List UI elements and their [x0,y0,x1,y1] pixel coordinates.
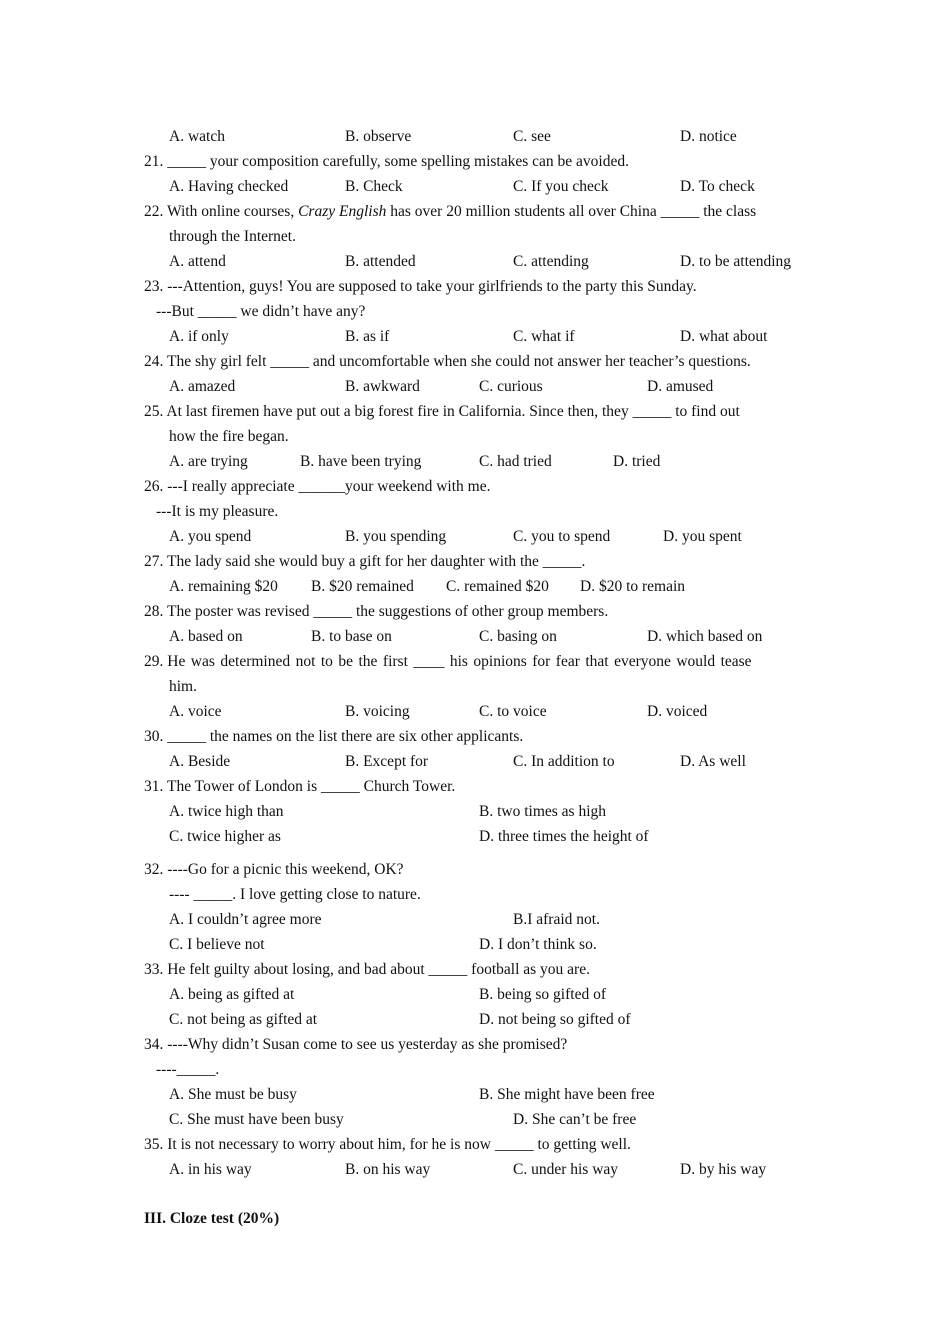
q22-stem-line2: through the Internet. [169,228,296,245]
q29-number: 29. [144,653,164,670]
q33-options-row2 [144,1007,806,1032]
q28-stem [144,599,806,624]
q28-number: 28. [144,603,164,620]
q31-option-d: D. three times the height of [479,828,649,845]
q22-number: 22. [144,203,164,220]
q33-option-c: C. not being as gifted at [169,1011,318,1028]
q21-options [144,174,806,199]
q23-option-c: C. what if [513,328,575,345]
q29-stem [144,649,806,674]
q28-option-b: B. to base on [311,628,392,645]
q20-option-c: C. see [513,128,551,145]
q23-options [144,324,806,349]
q22-text-post: has over 20 million students all over China _____ the class [390,203,757,220]
q35-option-c: C. under his way [513,1161,619,1178]
q27-options [144,574,806,599]
q32-stem [144,857,806,882]
q23-stem [144,274,806,299]
q33-option-a: A. being as gifted at [169,986,295,1003]
q29-option-a: A. voice [169,703,222,720]
q26-option-b: B. you spending [345,528,447,545]
q32-option-c: C. I believe not [169,936,265,953]
q33-option-b: B. being so gifted of [479,986,606,1003]
q29-options [144,699,806,724]
q27-option-c: C. remained $20 [446,578,549,595]
q22-option-d: D. to be attending [680,253,792,270]
q32-number: 32. [144,861,164,878]
q28-option-d: D. which based on [647,628,763,645]
q21-number: 21. [144,153,164,170]
q30-number: 30. [144,728,164,745]
q29-option-c: C. to voice [479,703,547,720]
q33-options-row1 [144,982,806,1007]
q34-stem-line2: ----_____. [156,1061,220,1078]
q35-text: It is not necessary to worry about him, for he is now _____ to getting well. [167,1136,631,1153]
q26-option-a: A. you spend [169,528,252,545]
q26-option-d: D. you spent [663,528,742,545]
q32-options-row2 [144,932,806,957]
q32-options-row1 [144,907,806,932]
q31-options-row1 [144,799,806,824]
q21-option-b: B. Check [345,178,403,195]
q24-text: The shy girl felt _____ and uncomfortable when she could not answer her teacher’s questions. [166,353,751,370]
q24-option-c: C. curious [479,378,543,395]
q34-number: 34. [144,1036,164,1053]
q24-option-b: B. awkward [345,378,420,395]
q34-option-b: B. She might have been free [479,1086,655,1103]
q31-number: 31. [144,778,164,795]
q26-options [144,524,806,549]
q28-text: The poster was revised _____ the suggestions of other group members. [166,603,609,620]
q33-option-d: D. not being so gifted of [479,1011,631,1028]
question-list [144,124,806,1231]
q25-stem-line2: how the fire began. [169,428,289,445]
q23-option-d: D. what about [680,328,768,345]
q31-text: The Tower of London is _____ Church Tower. [166,778,456,795]
q26-stem [144,474,806,499]
q31-option-c: C. twice higher as [169,828,281,845]
q29-option-b: B. voicing [345,703,410,720]
q33-text: He felt guilty about losing, and bad about _____ football as you are. [167,961,590,978]
q35-option-b: B. on his way [345,1161,431,1178]
q25-option-c: C. had tried [479,453,552,470]
q33-number: 33. [144,961,164,978]
q22-option-a: A. attend [169,253,226,270]
q24-option-a: A. amazed [169,378,236,395]
q35-stem [144,1132,806,1157]
q27-option-a: A. remaining $20 [169,578,278,595]
q30-option-c: C. In addition to [513,753,615,770]
q21-option-a: A. Having checked [169,178,289,195]
q25-text: At last firemen have put out a big forest fire in California. Since then, they _____ to find out [166,403,740,420]
q30-options [144,749,806,774]
q34-option-d: D. She can’t be free [513,1111,637,1128]
q23-number: 23. [144,278,164,295]
q30-text: _____ the names on the list there are six other applicants. [167,728,524,745]
section-heading-cloze: III. Cloze test (20%) [144,1210,280,1227]
q31-option-b: B. two times as high [479,803,607,820]
q24-option-d: D. amused [647,378,714,395]
q31-stem [144,774,806,799]
q26-stem-line2: ---It is my pleasure. [156,503,279,520]
q20-option-b: B. observe [345,128,412,145]
q24-number: 24. [144,353,164,370]
q22-options [144,249,806,274]
q22-text-pre: With online courses, [166,203,295,220]
q31-options-row2 [144,824,806,849]
q24-options [144,374,806,399]
q21-text: _____ your composition carefully, some spelling mistakes can be avoided. [167,153,629,170]
q20-option-a: A. watch [169,128,225,145]
q27-option-b: B. $20 remained [311,578,414,595]
q30-stem [144,724,806,749]
q27-stem [144,549,806,574]
q25-option-b: B. have been trying [300,453,422,470]
q25-stem [144,399,806,424]
q29-stem-line2: him. [169,678,197,695]
q21-option-d: D. To check [680,178,755,195]
q23-option-a: A. if only [169,328,229,345]
q28-option-a: A. based on [169,628,243,645]
q29-text: He was determined not to be the first ____ his opinions for fear that everyone would tease [167,653,752,670]
q30-option-d: D. As well [680,753,746,770]
q32-option-a: A. I couldn’t agree more [169,911,322,928]
q20-options [144,124,806,149]
q30-option-a: A. Beside [169,753,231,770]
q25-option-d: D. tried [613,453,661,470]
q34-option-a: A. She must be busy [169,1086,297,1103]
q32-text: ----Go for a picnic this weekend, OK? [167,861,404,878]
q34-options-row2 [144,1107,806,1132]
q22-stem [144,199,806,224]
q34-stem [144,1032,806,1057]
q20-option-d: D. notice [680,128,737,145]
q35-options [144,1157,806,1182]
q27-number: 27. [144,553,164,570]
q26-text: ---I really appreciate ______your weekend with me. [167,478,491,495]
q35-option-a: A. in his way [169,1161,252,1178]
q34-options-row1 [144,1082,806,1107]
q27-option-d: D. $20 to remain [580,578,686,595]
q34-text: ----Why didn’t Susan come to see us yesterday as she promised? [167,1036,568,1053]
q23-option-b: B. as if [345,328,390,345]
q29-option-d: D. voiced [647,703,708,720]
q25-option-a: A. are trying [169,453,248,470]
q26-number: 26. [144,478,164,495]
q25-options [144,449,806,474]
q22-text-italic: Crazy English [298,203,387,220]
q26-option-c: C. you to spend [513,528,611,545]
q28-option-c: C. basing on [479,628,557,645]
q33-stem [144,957,806,982]
q32-option-d: D. I don’t think so. [479,936,597,953]
q34-option-c: C. She must have been busy [169,1111,344,1128]
q32-stem-line2: ---- _____. I love getting close to nature. [169,886,421,903]
q35-option-d: D. by his way [680,1161,767,1178]
q28-options [144,624,806,649]
q21-option-c: C. If you check [513,178,609,195]
q35-number: 35. [144,1136,164,1153]
q21-stem [144,149,806,174]
q22-option-c: C. attending [513,253,589,270]
q32-option-b: B.I afraid not. [513,911,600,928]
q30-option-b: B. Except for [345,753,429,770]
q23-stem-line2: ---But _____ we didn’t have any? [156,303,366,320]
q24-stem [144,349,806,374]
q31-option-a: A. twice high than [169,803,284,820]
q22-option-b: B. attended [345,253,416,270]
q23-text: ---Attention, guys! You are supposed to take your girlfriends to the party this Sunday. [167,278,697,295]
q25-number: 25. [144,403,164,420]
q27-text: The lady said she would buy a gift for her daughter with the _____. [166,553,586,570]
